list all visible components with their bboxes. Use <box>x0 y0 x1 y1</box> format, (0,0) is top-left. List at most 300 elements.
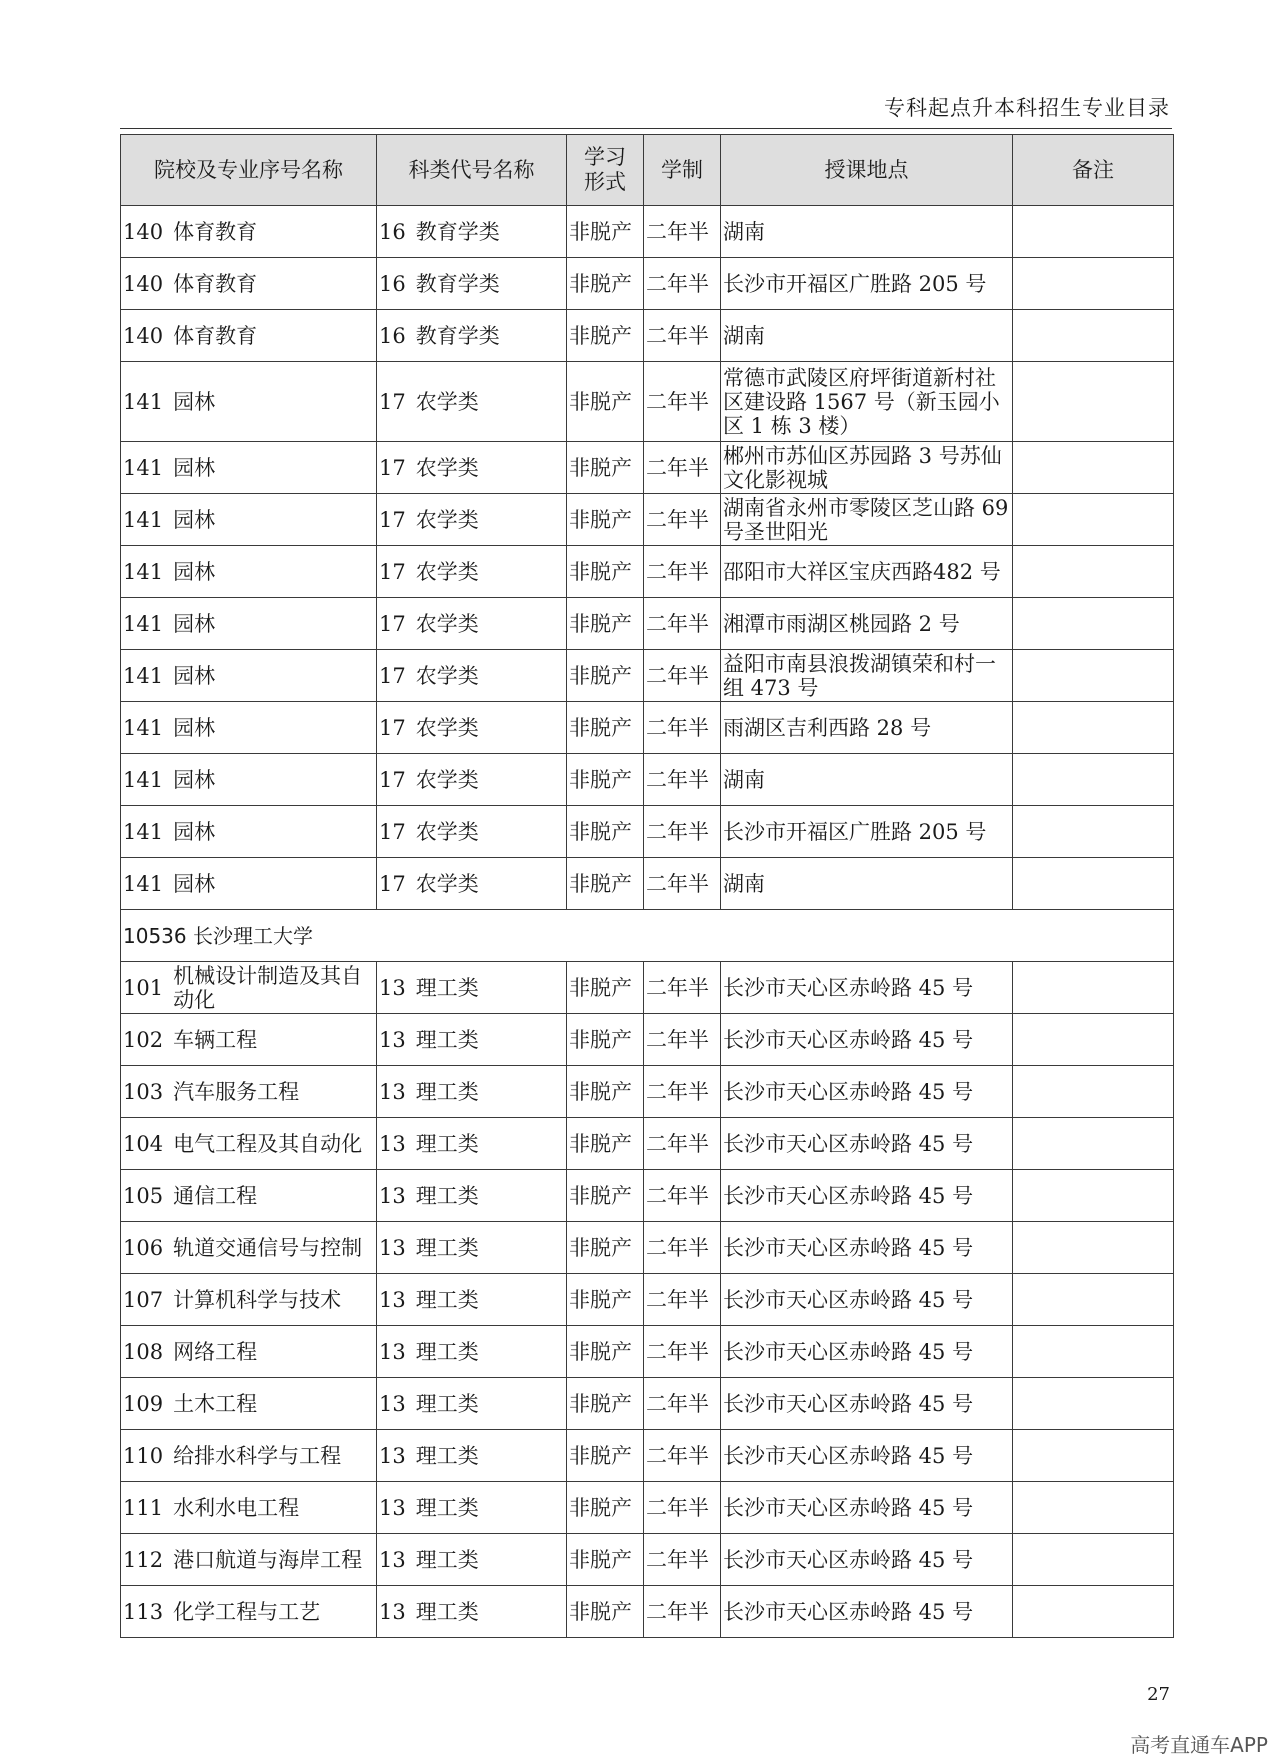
table-row <box>121 962 1174 1014</box>
note-cell <box>1013 1170 1174 1222</box>
duration-cell: 二年半 <box>644 1274 721 1326</box>
location-cell: 湘潭市雨湖区桃园路 2 号 <box>721 598 1013 650</box>
table-row <box>121 1066 1174 1118</box>
category-name: 农学类 <box>415 507 479 532</box>
major-name: 园林 <box>173 715 216 740</box>
major-name: 电气工程及其自动化 <box>173 1131 363 1156</box>
category-name: 农学类 <box>415 871 479 896</box>
major-number: 140 <box>123 271 164 296</box>
category-name: 农学类 <box>415 389 479 414</box>
column-header: 院校及专业序号名称 <box>121 135 377 206</box>
category-code: 13 <box>379 1339 406 1364</box>
major-name: 计算机科学与技术 <box>173 1287 342 1312</box>
category-cell <box>377 1170 567 1222</box>
location-cell: 雨湖区吉利西路 28 号 <box>721 702 1013 754</box>
category-code: 13 <box>379 1027 406 1052</box>
category-name: 理工类 <box>415 975 479 1000</box>
location-cell: 长沙市天心区赤岭路 45 号 <box>721 1014 1013 1066</box>
major-number: 110 <box>123 1443 164 1468</box>
location-cell: 长沙市天心区赤岭路 45 号 <box>721 1534 1013 1586</box>
duration-cell: 二年半 <box>644 806 721 858</box>
major-cell <box>121 806 377 858</box>
category-cell <box>377 702 567 754</box>
category-name: 理工类 <box>415 1027 479 1052</box>
location-cell: 长沙市天心区赤岭路 45 号 <box>721 1378 1013 1430</box>
duration-cell: 二年半 <box>644 598 721 650</box>
table-header-row <box>121 135 1174 206</box>
category-code: 13 <box>379 1391 406 1416</box>
major-number: 106 <box>123 1235 164 1260</box>
note-cell <box>1013 442 1174 494</box>
duration-cell: 二年半 <box>644 206 721 258</box>
category-code: 16 <box>379 219 406 244</box>
major-number: 141 <box>123 715 164 740</box>
major-number: 107 <box>123 1287 164 1312</box>
category-cell <box>377 1482 567 1534</box>
category-code: 17 <box>379 767 406 792</box>
major-number: 141 <box>123 559 164 584</box>
major-cell <box>121 1586 377 1638</box>
location-cell: 常德市武陵区府坪街道新村社区建设路 1567 号（新玉园小区 1 栋 3 楼） <box>721 362 1013 442</box>
note-cell <box>1013 494 1174 546</box>
major-name: 车辆工程 <box>173 1027 258 1052</box>
category-cell <box>377 1586 567 1638</box>
table-row <box>121 1534 1174 1586</box>
category-cell <box>377 1274 567 1326</box>
category-name: 农学类 <box>415 559 479 584</box>
major-name: 园林 <box>173 871 216 896</box>
category-code: 17 <box>379 715 406 740</box>
note-cell <box>1013 1430 1174 1482</box>
major-name: 通信工程 <box>173 1183 258 1208</box>
category-code: 13 <box>379 1287 406 1312</box>
category-code: 17 <box>379 819 406 844</box>
duration-cell: 二年半 <box>644 442 721 494</box>
note-cell <box>1013 1014 1174 1066</box>
watermark: 高考直通车APP <box>1130 1733 1268 1757</box>
location-cell: 长沙市天心区赤岭路 45 号 <box>721 1586 1013 1638</box>
major-cell <box>121 1222 377 1274</box>
column-header: 备注 <box>1013 135 1174 206</box>
table-row <box>121 362 1174 442</box>
category-name: 理工类 <box>415 1443 479 1468</box>
major-name: 园林 <box>173 507 216 532</box>
category-code: 17 <box>379 871 406 896</box>
major-number: 108 <box>123 1339 164 1364</box>
major-cell <box>121 1482 377 1534</box>
study-form-cell: 非脱产 <box>567 754 644 806</box>
major-cell <box>121 1170 377 1222</box>
duration-cell: 二年半 <box>644 494 721 546</box>
column-header: 学制 <box>644 135 721 206</box>
major-cell <box>121 310 377 362</box>
note-cell <box>1013 598 1174 650</box>
major-number: 141 <box>123 871 164 896</box>
category-cell <box>377 1534 567 1586</box>
note-cell <box>1013 1586 1174 1638</box>
major-name: 机械设计制造及其自动化 <box>173 963 363 1012</box>
duration-cell: 二年半 <box>644 546 721 598</box>
category-name: 理工类 <box>415 1547 479 1572</box>
study-form-cell: 非脱产 <box>567 1014 644 1066</box>
major-name: 体育教育 <box>173 323 258 348</box>
location-cell: 湖南 <box>721 206 1013 258</box>
major-cell <box>121 442 377 494</box>
major-number: 141 <box>123 507 164 532</box>
table-row <box>121 310 1174 362</box>
category-cell <box>377 546 567 598</box>
location-cell: 长沙市天心区赤岭路 45 号 <box>721 1274 1013 1326</box>
table-row <box>121 650 1174 702</box>
category-name: 教育学类 <box>415 271 500 296</box>
major-name: 体育教育 <box>173 219 258 244</box>
category-name: 理工类 <box>415 1131 479 1156</box>
note-cell <box>1013 650 1174 702</box>
study-form-cell: 非脱产 <box>567 1482 644 1534</box>
category-name: 理工类 <box>415 1339 479 1364</box>
category-cell <box>377 1430 567 1482</box>
major-cell <box>121 1118 377 1170</box>
major-cell <box>121 206 377 258</box>
note-cell <box>1013 1326 1174 1378</box>
major-number: 113 <box>123 1599 164 1624</box>
study-form-cell: 非脱产 <box>567 1430 644 1482</box>
major-name: 园林 <box>173 559 216 584</box>
duration-cell: 二年半 <box>644 310 721 362</box>
category-code: 13 <box>379 1495 406 1520</box>
table-row <box>121 1170 1174 1222</box>
major-name: 园林 <box>173 819 216 844</box>
table-row <box>121 1118 1174 1170</box>
duration-cell: 二年半 <box>644 1170 721 1222</box>
duration-cell: 二年半 <box>644 1378 721 1430</box>
major-cell <box>121 1274 377 1326</box>
column-header: 授课地点 <box>721 135 1013 206</box>
major-cell <box>121 1378 377 1430</box>
category-cell <box>377 362 567 442</box>
study-form-cell: 非脱产 <box>567 1066 644 1118</box>
location-cell: 湖南 <box>721 310 1013 362</box>
location-cell: 长沙市天心区赤岭路 45 号 <box>721 1482 1013 1534</box>
category-code: 17 <box>379 389 406 414</box>
category-cell <box>377 310 567 362</box>
category-cell <box>377 650 567 702</box>
category-code: 13 <box>379 1235 406 1260</box>
duration-cell: 二年半 <box>644 1014 721 1066</box>
study-form-cell: 非脱产 <box>567 1534 644 1586</box>
category-name: 理工类 <box>415 1391 479 1416</box>
note-cell <box>1013 858 1174 910</box>
table-row <box>121 754 1174 806</box>
category-cell <box>377 1378 567 1430</box>
note-cell <box>1013 362 1174 442</box>
major-number: 102 <box>123 1027 164 1052</box>
location-cell: 长沙市天心区赤岭路 45 号 <box>721 1066 1013 1118</box>
category-name: 理工类 <box>415 1183 479 1208</box>
table-row <box>121 206 1174 258</box>
category-name: 理工类 <box>415 1495 479 1520</box>
major-name: 汽车服务工程 <box>173 1079 300 1104</box>
table-row <box>121 546 1174 598</box>
institution-name: 10536 长沙理工大学 <box>121 910 1174 962</box>
duration-cell: 二年半 <box>644 1482 721 1534</box>
location-cell: 益阳市南县浪拨湖镇荣和村一组 473 号 <box>721 650 1013 702</box>
note-cell <box>1013 1482 1174 1534</box>
table-row <box>121 1482 1174 1534</box>
category-cell <box>377 494 567 546</box>
category-code: 17 <box>379 611 406 636</box>
duration-cell: 二年半 <box>644 1430 721 1482</box>
major-cell <box>121 1014 377 1066</box>
major-cell <box>121 858 377 910</box>
category-code: 13 <box>379 1183 406 1208</box>
category-code: 13 <box>379 1599 406 1624</box>
table-row <box>121 1014 1174 1066</box>
category-name: 理工类 <box>415 1599 479 1624</box>
study-form-cell: 非脱产 <box>567 1170 644 1222</box>
location-cell: 长沙市天心区赤岭路 45 号 <box>721 1430 1013 1482</box>
table-row <box>121 1326 1174 1378</box>
major-cell <box>121 1430 377 1482</box>
location-cell: 湖南省永州市零陵区芝山路 69 号圣世阳光 <box>721 494 1013 546</box>
location-cell: 长沙市天心区赤岭路 45 号 <box>721 1170 1013 1222</box>
location-cell: 郴州市苏仙区苏园路 3 号苏仙文化影视城 <box>721 442 1013 494</box>
note-cell <box>1013 1222 1174 1274</box>
major-cell <box>121 546 377 598</box>
major-name: 轨道交通信号与控制 <box>173 1235 363 1260</box>
major-number: 112 <box>123 1547 164 1572</box>
study-form-cell: 非脱产 <box>567 598 644 650</box>
category-cell <box>377 442 567 494</box>
note-cell <box>1013 1066 1174 1118</box>
duration-cell: 二年半 <box>644 1118 721 1170</box>
study-form-cell: 非脱产 <box>567 494 644 546</box>
major-name: 园林 <box>173 389 216 414</box>
major-number: 141 <box>123 455 164 480</box>
major-name: 园林 <box>173 663 216 688</box>
table-row <box>121 806 1174 858</box>
location-cell: 长沙市天心区赤岭路 45 号 <box>721 1118 1013 1170</box>
duration-cell: 二年半 <box>644 962 721 1014</box>
note-cell <box>1013 1534 1174 1586</box>
major-name: 土木工程 <box>173 1391 258 1416</box>
note-cell <box>1013 1118 1174 1170</box>
category-name: 农学类 <box>415 819 479 844</box>
category-cell <box>377 806 567 858</box>
category-code: 16 <box>379 271 406 296</box>
note-cell <box>1013 310 1174 362</box>
location-cell: 长沙市天心区赤岭路 45 号 <box>721 1222 1013 1274</box>
category-name: 农学类 <box>415 611 479 636</box>
study-form-cell: 非脱产 <box>567 702 644 754</box>
category-name: 农学类 <box>415 715 479 740</box>
category-name: 理工类 <box>415 1287 479 1312</box>
major-number: 101 <box>123 975 164 1000</box>
category-cell <box>377 598 567 650</box>
note-cell <box>1013 546 1174 598</box>
duration-cell: 二年半 <box>644 858 721 910</box>
major-cell <box>121 650 377 702</box>
category-code: 13 <box>379 975 406 1000</box>
category-cell <box>377 1222 567 1274</box>
table-row <box>121 1274 1174 1326</box>
category-cell <box>377 962 567 1014</box>
table-row <box>121 702 1174 754</box>
major-name: 园林 <box>173 611 216 636</box>
study-form-cell: 非脱产 <box>567 1586 644 1638</box>
table-row <box>121 1222 1174 1274</box>
category-cell <box>377 1326 567 1378</box>
duration-cell: 二年半 <box>644 258 721 310</box>
major-cell <box>121 1066 377 1118</box>
category-code: 13 <box>379 1079 406 1104</box>
category-name: 理工类 <box>415 1079 479 1104</box>
location-cell: 长沙市天心区赤岭路 45 号 <box>721 1326 1013 1378</box>
major-number: 141 <box>123 663 164 688</box>
location-cell: 长沙市开福区广胜路 205 号 <box>721 258 1013 310</box>
category-cell <box>377 1118 567 1170</box>
category-code: 16 <box>379 323 406 348</box>
study-form-cell: 非脱产 <box>567 310 644 362</box>
category-name: 农学类 <box>415 767 479 792</box>
study-form-cell: 非脱产 <box>567 650 644 702</box>
major-cell <box>121 754 377 806</box>
major-name: 园林 <box>173 767 216 792</box>
location-cell: 长沙市天心区赤岭路 45 号 <box>721 962 1013 1014</box>
table-row <box>121 858 1174 910</box>
major-number: 141 <box>123 767 164 792</box>
table-row <box>121 442 1174 494</box>
note-cell <box>1013 806 1174 858</box>
duration-cell: 二年半 <box>644 1066 721 1118</box>
note-cell <box>1013 1378 1174 1430</box>
page-number: 27 <box>1147 1684 1170 1705</box>
table-row <box>121 1586 1174 1638</box>
category-code: 17 <box>379 507 406 532</box>
major-number: 141 <box>123 819 164 844</box>
category-code: 13 <box>379 1131 406 1156</box>
major-cell <box>121 702 377 754</box>
category-code: 17 <box>379 455 406 480</box>
major-number: 111 <box>123 1495 164 1520</box>
major-name: 体育教育 <box>173 271 258 296</box>
study-form-cell: 非脱产 <box>567 546 644 598</box>
category-cell <box>377 206 567 258</box>
study-form-cell: 非脱产 <box>567 206 644 258</box>
major-cell <box>121 362 377 442</box>
major-name: 给排水科学与工程 <box>173 1443 342 1468</box>
study-form-cell: 非脱产 <box>567 806 644 858</box>
duration-cell: 二年半 <box>644 650 721 702</box>
major-number: 141 <box>123 389 164 414</box>
study-form-cell: 非脱产 <box>567 258 644 310</box>
category-name: 农学类 <box>415 455 479 480</box>
category-cell <box>377 1014 567 1066</box>
duration-cell: 二年半 <box>644 754 721 806</box>
running-head-title: 专科起点升本科招生专业目录 <box>884 96 1170 120</box>
note-cell <box>1013 206 1174 258</box>
major-number: 109 <box>123 1391 164 1416</box>
study-form-cell: 非脱产 <box>567 442 644 494</box>
note-cell <box>1013 962 1174 1014</box>
note-cell <box>1013 702 1174 754</box>
major-name: 水利水电工程 <box>173 1495 300 1520</box>
column-header: 科类代号名称 <box>377 135 567 206</box>
duration-cell: 二年半 <box>644 702 721 754</box>
table-row <box>121 1430 1174 1482</box>
major-catalog-table <box>120 134 1174 1638</box>
major-cell <box>121 258 377 310</box>
major-cell <box>121 1326 377 1378</box>
category-cell <box>377 858 567 910</box>
category-name: 农学类 <box>415 663 479 688</box>
study-form-cell: 非脱产 <box>567 1274 644 1326</box>
major-number: 104 <box>123 1131 164 1156</box>
table-row <box>121 258 1174 310</box>
category-code: 13 <box>379 1547 406 1572</box>
location-cell: 湖南 <box>721 858 1013 910</box>
category-code: 17 <box>379 663 406 688</box>
category-cell <box>377 1066 567 1118</box>
major-cell <box>121 598 377 650</box>
major-name: 网络工程 <box>173 1339 258 1364</box>
major-cell <box>121 1534 377 1586</box>
duration-cell: 二年半 <box>644 1222 721 1274</box>
study-form-cell: 非脱产 <box>567 362 644 442</box>
column-header: 学习 形式 <box>567 135 644 206</box>
institution-section-row <box>121 910 1174 962</box>
duration-cell: 二年半 <box>644 1586 721 1638</box>
category-code: 13 <box>379 1443 406 1468</box>
major-name: 园林 <box>173 455 216 480</box>
note-cell <box>1013 258 1174 310</box>
category-name: 理工类 <box>415 1235 479 1260</box>
note-cell <box>1013 1274 1174 1326</box>
study-form-cell: 非脱产 <box>567 1378 644 1430</box>
major-name: 化学工程与工艺 <box>173 1599 321 1624</box>
major-number: 141 <box>123 611 164 636</box>
category-code: 17 <box>379 559 406 584</box>
category-name: 教育学类 <box>415 323 500 348</box>
major-cell <box>121 962 377 1014</box>
table-row <box>121 598 1174 650</box>
location-cell: 邵阳市大祥区宝庆西路482 号 <box>721 546 1013 598</box>
major-number: 103 <box>123 1079 164 1104</box>
study-form-cell: 非脱产 <box>567 858 644 910</box>
location-cell: 湖南 <box>721 754 1013 806</box>
header-rule <box>120 128 1172 129</box>
study-form-cell: 非脱产 <box>567 962 644 1014</box>
note-cell <box>1013 754 1174 806</box>
major-name: 港口航道与海岸工程 <box>173 1547 363 1572</box>
category-name: 教育学类 <box>415 219 500 244</box>
study-form-cell: 非脱产 <box>567 1118 644 1170</box>
duration-cell: 二年半 <box>644 1534 721 1586</box>
duration-cell: 二年半 <box>644 362 721 442</box>
duration-cell: 二年半 <box>644 1326 721 1378</box>
category-cell <box>377 258 567 310</box>
major-number: 105 <box>123 1183 164 1208</box>
major-number: 140 <box>123 323 164 348</box>
major-cell <box>121 494 377 546</box>
location-cell: 长沙市开福区广胜路 205 号 <box>721 806 1013 858</box>
category-cell <box>377 754 567 806</box>
table-row <box>121 494 1174 546</box>
study-form-cell: 非脱产 <box>567 1326 644 1378</box>
study-form-cell: 非脱产 <box>567 1222 644 1274</box>
table-row <box>121 1378 1174 1430</box>
major-number: 140 <box>123 219 164 244</box>
